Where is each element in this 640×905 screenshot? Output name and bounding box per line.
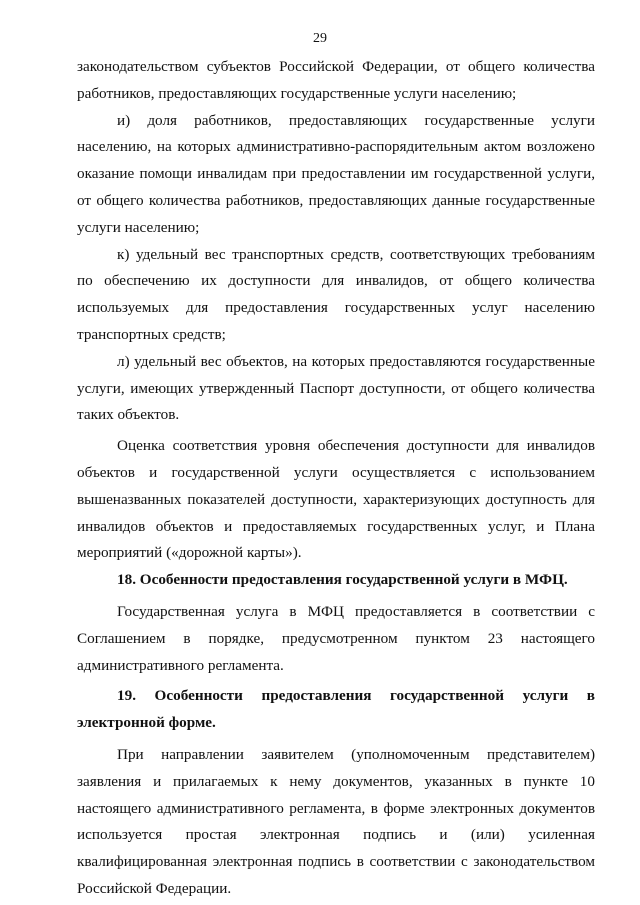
paragraph-item-i: и) доля работников, предоставляющих государственные услуги населению, на которых административно-распорядительным актом возложено оказание помощи инвалидам при предоставлении им государственной услуги, от общего количества работников, предоставляющих данные государственные услуги населению; [77, 111, 595, 236]
section-heading-18: 18. Особенности предоставления государственной услуги в МФЦ. [117, 571, 568, 589]
section-heading-19: 19. Особенности предоставления государственной услуги в электронной форме. [77, 687, 595, 732]
paragraph-item-k: к) удельный вес транспортных средств, соответствующих требованиям по обеспечению их доступности для инвалидов, от общего количества используемых для предоставления государственных услуг населению транспортных средств; [77, 245, 595, 343]
page-number: 29 [313, 31, 327, 46]
paragraph-workers-share-end: законодательством субъектов Российской Федерации, от общего количества работников, предоставляющих государственные услуги населению; [77, 58, 595, 102]
document-body [77, 54, 595, 903]
paragraph-electronic-signature: При направлении заявителем (уполномоченным представителем) заявления и прилагаемых к нему документов, указанных в пункте 10 настоящего административного регламента, в форме электронных документов используется простая электронная подпись и (или) усиленная квалифицированная электронная подпись в соответствии с законодательством Российской Федерации. [77, 745, 595, 897]
paragraph-accessibility-assessment: Оценка соответствия уровня обеспечения доступности для инвалидов объектов и государственной услуги осуществляется с использованием вышеназванных показателей доступности, характеризующих доступность для инвалидов объектов и предоставляемых государственных услуг, и Плана мероприятий («дорожной карты»). [77, 437, 595, 562]
paragraph-item-l: л) удельный вес объектов, на которых предоставляются государственные услуги, имеющих утвержденный Паспорт доступности, от общего количества таких объектов. [77, 352, 595, 424]
paragraph-mfc-service: Государственная услуга в МФЦ предоставляется в соответствии с Соглашением в порядке, предусмотренном пунктом 23 настоящего административного регламента. [77, 602, 595, 674]
